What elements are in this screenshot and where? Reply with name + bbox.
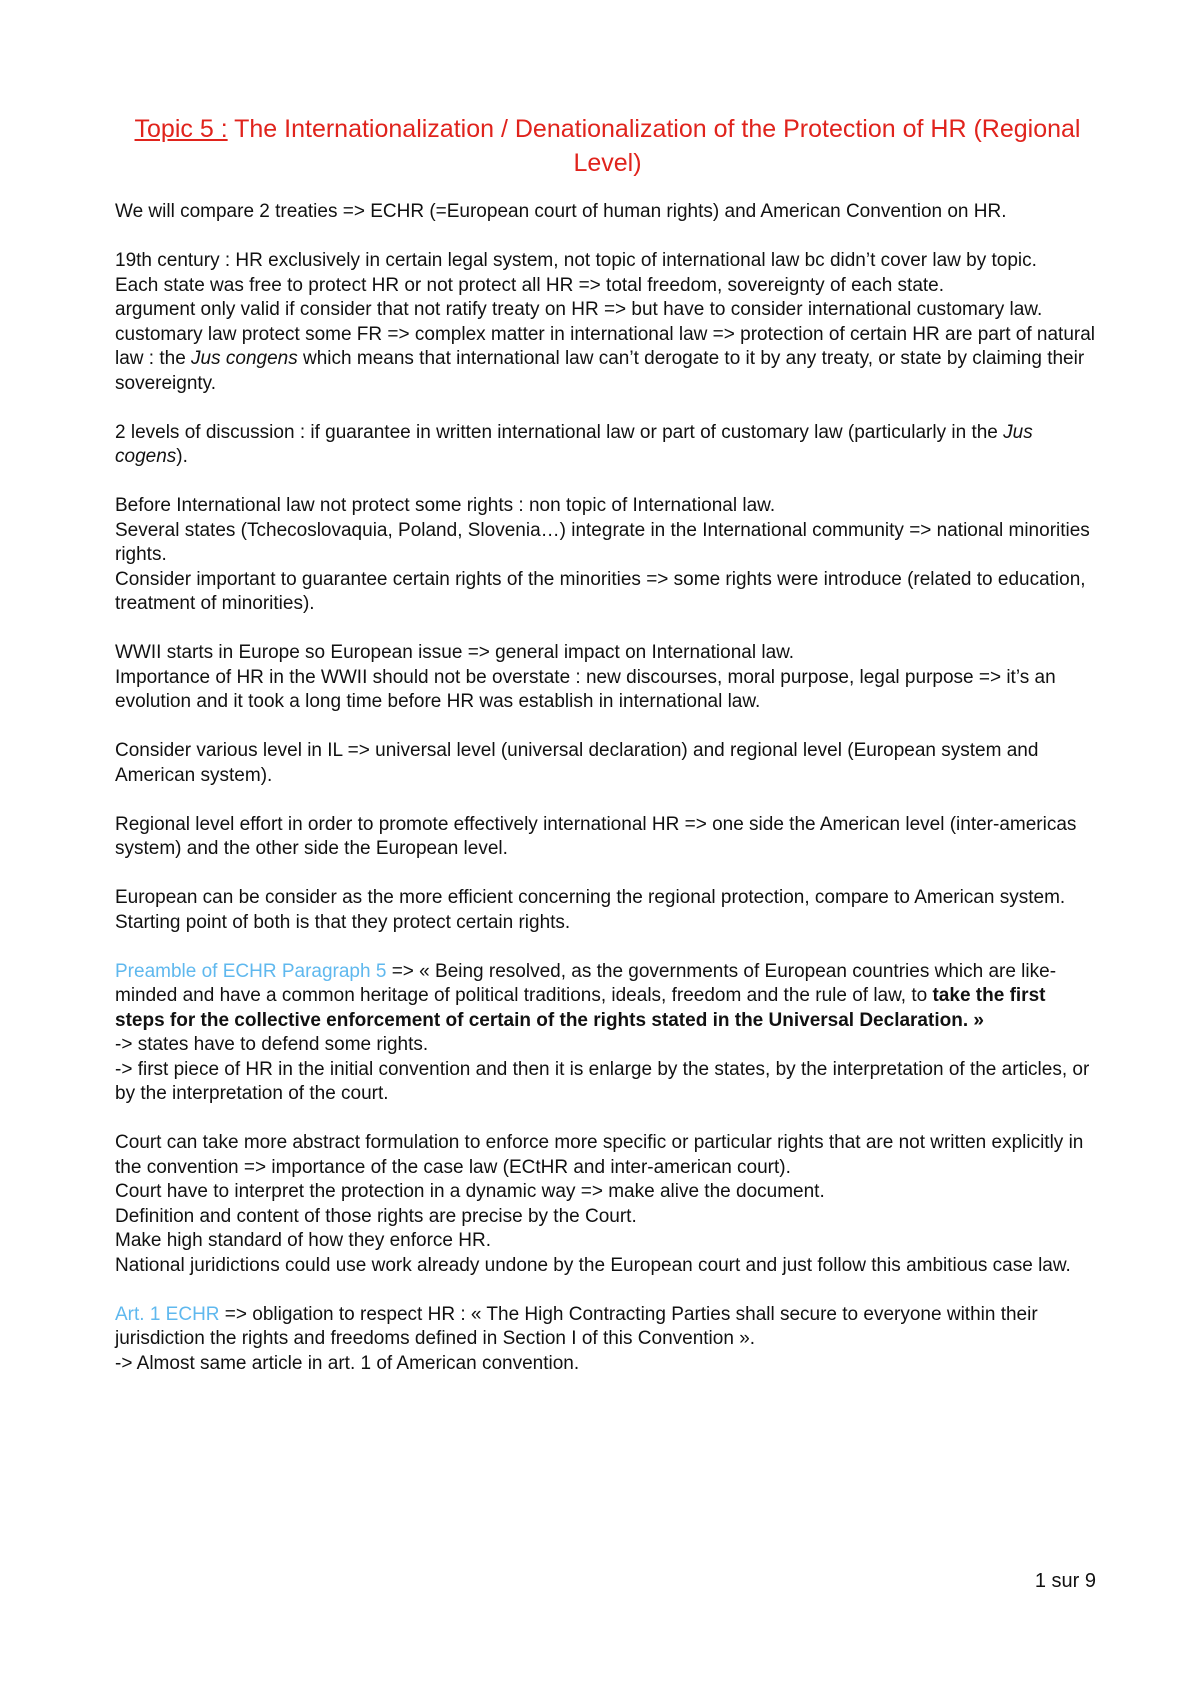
paragraph-line: -> Almost same article in art. 1 of American convention.	[115, 1352, 580, 1374]
paragraph-text: Regional level effort in order to promote effectively international HR => one side the American level (inter-americas system) and the other side the European level.	[115, 813, 1077, 859]
paragraph-1	[115, 200, 1100, 225]
paragraph-text: Consider various level in IL => universal level (universal declaration) and regional level (European system and American system).	[115, 740, 1039, 786]
paragraph-7	[115, 813, 1100, 862]
paragraph-line: argument only valid if consider that not ratify treaty on HR => but have to consider international customary law.	[115, 299, 1043, 320]
paragraph-10	[115, 1131, 1100, 1278]
paragraph-5	[115, 641, 1100, 715]
paragraph-line: National juridictions could use work already undone by the European court and just follow this ambitious case law.	[115, 1254, 1071, 1276]
paragraph-line	[115, 1303, 1100, 1352]
paragraph-6	[115, 739, 1100, 788]
reference-art1-echr: Art. 1 ECHR	[115, 1303, 220, 1325]
paragraph-line: Each state was free to protect HR or not protect all HR => total freedom, sovereignty of each state.	[115, 274, 945, 296]
paragraph-3	[115, 421, 1100, 470]
document-content	[115, 112, 1100, 1401]
paragraph-11	[115, 1303, 1100, 1377]
topic-label: Topic 5 :	[134, 115, 228, 143]
text-segment: 2 levels of discussion : if guarantee in written international law or part of customary law (particularly in the	[115, 421, 1004, 443]
text-segment: ).	[176, 446, 188, 467]
paragraph-line: -> first piece of HR in the initial convention and then it is enlarge by the states, by the interpretation of the articles, or by the interpretation of the court.	[115, 1058, 1090, 1104]
paragraph-line: Several states (Tchecoslovaquia, Poland, Slovenia…) integrate in the International community => national minorities rights.	[115, 519, 1090, 565]
reference-preamble-echr: Preamble of ECHR Paragraph 5	[115, 960, 387, 982]
paragraph-line: Importance of HR in the WWII should not be overstate : new discourses, moral purpose, legal purpose => it’s an evolution and it took a long time before HR was establish in international law.	[115, 666, 1056, 712]
text-segment: => obligation to respect HR : « The High Contracting Parties shall secure to everyone within their jurisdiction the rights and freedoms defined in Section I of this Convention ».	[115, 1303, 1038, 1349]
paragraph-line	[115, 323, 1100, 397]
title-text: The Internationalization / Denationalization of the Protection of HR (Regional Level)	[227, 115, 1081, 177]
paragraph-line: European can be consider as the more efficient concerning the regional protection, compare to American system.	[115, 887, 1066, 908]
paragraph-line: WWII starts in Europe so European issue => general impact on International law.	[115, 642, 795, 663]
paragraph-9	[115, 960, 1100, 1107]
paragraph-4	[115, 494, 1100, 617]
text-segment: => « Being resolved, as the governments of European countries which are like-minded and have a common heritage of political traditions, ideals, freedom and the rule of law, to	[115, 960, 1057, 1006]
text-segment: customary law protect some FR => complex matter in international law => protection of certain HR are part of natural law : the	[115, 323, 1096, 369]
paragraph-line: Court can take more abstract formulation to enforce more specific or particular rights that are not written explicitly in the convention => importance of the case law (ECtHR and inter-american court).	[115, 1132, 1084, 1178]
paragraph-line	[115, 960, 1100, 1034]
italic-term: Jus congens	[191, 348, 298, 369]
paragraph-line: Make high standard of how they enforce HR.	[115, 1230, 491, 1251]
page-number: 1 sur 9	[1034, 1570, 1096, 1592]
paragraph-text: We will compare 2 treaties => ECHR (=European court of human rights) and American Convention on HR.	[115, 201, 1007, 222]
bold-quote: take the first steps for the collective enforcement of certain of the rights stated in the Universal Declaration. »	[115, 985, 1046, 1031]
paragraph-line: Consider important to guarantee certain rights of the minorities => some rights were introduce (related to education, treatment of minorities).	[115, 568, 1086, 614]
paragraph-2	[115, 249, 1100, 396]
paragraph-line: Definition and content of those rights are precise by the Court.	[115, 1205, 637, 1227]
paragraph-line: Starting point of both is that they protect certain rights.	[115, 911, 571, 933]
paragraph-line: 19th century : HR exclusively in certain legal system, not topic of international law bc didn’t cover law by topic.	[115, 250, 1037, 271]
paragraph-line: -> states have to defend some rights.	[115, 1034, 429, 1055]
text-segment: which means that international law can’t derogate to it by any treaty, or state by claiming their sovereignty.	[115, 348, 1085, 394]
page-title	[115, 112, 1100, 180]
paragraph-line: Court have to interpret the protection in a dynamic way => make alive the document.	[115, 1181, 825, 1202]
italic-term: Jus cogens	[115, 421, 1033, 467]
paragraph-line: Before International law not protect some rights : non topic of International law.	[115, 495, 776, 516]
paragraph-8	[115, 886, 1100, 935]
